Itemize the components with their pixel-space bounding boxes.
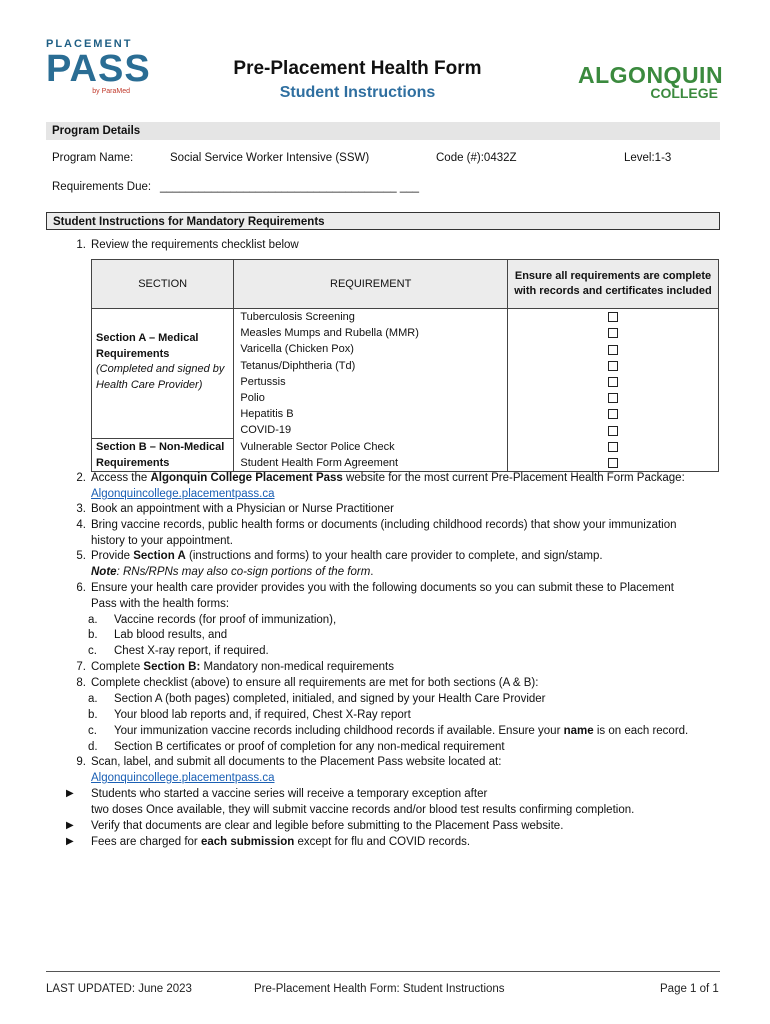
section-b-cell <box>92 439 234 472</box>
requirement-cell: Varicella (Chicken Pox) <box>234 341 508 357</box>
placement-pass-link-2[interactable]: Algonquincollege.placementpass.ca <box>91 772 275 784</box>
arrow-right-icon: ▶ <box>66 788 74 799</box>
col-section-header: SECTION <box>92 260 234 309</box>
placement-pass-logo <box>46 38 151 102</box>
program-code: Code (#):0432Z <box>436 152 517 164</box>
section-a-note: (Completed and signed by Health Care Provider) <box>96 363 225 391</box>
page-subtitle: Student Instructions <box>279 84 436 101</box>
section-a-title: Section A – Medical Requirements <box>96 332 199 360</box>
requirements-table <box>91 259 719 472</box>
program-name-value: Social Service Worker Intensive (SSW) <box>170 152 370 164</box>
checkbox[interactable] <box>608 312 618 322</box>
requirement-cell: Hepatitis B <box>234 406 508 422</box>
program-name-label: Program Name: <box>52 152 134 164</box>
footer-divider <box>46 971 720 972</box>
requirement-cell: Pertussis <box>234 374 508 390</box>
placement-pass-logo-top: PLACEMENT <box>46 38 133 50</box>
requirement-cell: Polio <box>234 390 508 406</box>
checkbox[interactable] <box>608 393 618 403</box>
requirement-cell: COVID-19 <box>234 422 508 438</box>
checkbox[interactable] <box>608 442 618 452</box>
checkbox[interactable] <box>608 377 618 387</box>
checkbox[interactable] <box>608 409 618 419</box>
checkbox[interactable] <box>608 361 618 371</box>
table-row <box>92 439 719 455</box>
instructions-header: Student Instructions for Mandatory Requirements <box>46 212 720 230</box>
requirement-cell: Tetanus/Diphtheria (Td) <box>234 358 508 374</box>
requirement-cell: Tuberculosis Screening <box>234 309 508 326</box>
page-title: Pre-Placement Health Form <box>233 58 482 79</box>
table-row <box>92 309 719 326</box>
placement-pass-link[interactable]: Algonquincollege.placementpass.ca <box>91 488 275 500</box>
algonquin-logo <box>578 62 724 101</box>
program-details-header: Program Details <box>46 122 720 140</box>
placement-pass-logo-main: PASS <box>46 48 151 90</box>
requirements-due-field[interactable]: _____________________________________ ___ <box>160 181 420 193</box>
algonquin-logo-top: ALGONQUIN <box>578 62 724 88</box>
footer-title: Pre-Placement Health Form: Student Instructions <box>254 983 505 995</box>
section-a-cell <box>92 309 234 439</box>
checkbox[interactable] <box>608 345 618 355</box>
footer-page: Page 1 of 1 <box>660 983 719 995</box>
checkbox[interactable] <box>608 328 618 338</box>
algonquin-logo-bottom: COLLEGE <box>650 85 718 101</box>
footer-updated: LAST UPDATED: June 2023 <box>46 983 192 995</box>
checkbox[interactable] <box>608 426 618 436</box>
requirements-due-label: Requirements Due: <box>52 181 152 193</box>
arrow-right-icon: ▶ <box>66 836 74 847</box>
arrow-right-icon: ▶ <box>66 820 74 831</box>
col-requirement-header: REQUIREMENT <box>234 260 508 309</box>
placement-pass-logo-by: by ParaMed <box>92 88 130 95</box>
table-header-row <box>92 260 719 309</box>
checkbox[interactable] <box>608 458 618 468</box>
col-ensure-header: Ensure all requirements are complete with records and certificates included <box>507 260 718 309</box>
program-level: Level:1-3 <box>624 152 672 164</box>
section-b-title: Section B – Non-Medical Requirements <box>96 441 225 469</box>
requirement-cell: Vulnerable Sector Police Check <box>234 439 508 455</box>
requirement-cell: Student Health Form Agreement <box>234 455 508 472</box>
step-1-text: Review the requirements checklist below <box>91 239 299 251</box>
requirement-cell: Measles Mumps and Rubella (MMR) <box>234 325 508 341</box>
